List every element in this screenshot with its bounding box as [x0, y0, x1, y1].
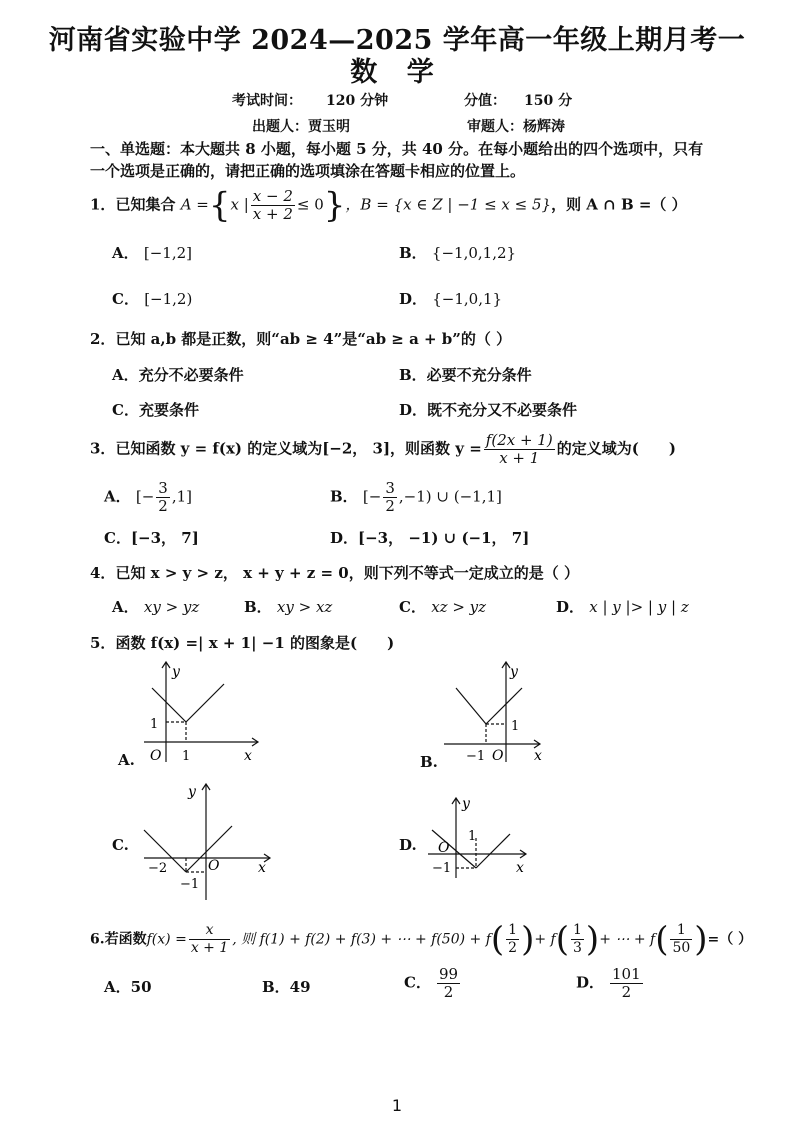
q5-option-a-graph[interactable] — [140, 658, 270, 768]
score-label: 分值： — [464, 93, 506, 109]
question-2-stem: 2．已知 a,b 都是正数，则“ab ≥ 4”是“ab ≥ a + b”的（ ） — [90, 330, 512, 348]
exam-title: 河南省实验中学 2024—2025 学年高一年级上期月考一 — [48, 25, 746, 56]
question-author: 出题人：贾玉明 — [252, 119, 350, 135]
q5-option-b-graph[interactable] — [440, 658, 552, 768]
q2-option-d[interactable]: D．既不充分又不必要条件 — [399, 401, 578, 419]
q5-option-a-label[interactable]: A. — [118, 751, 135, 769]
set-b: ，B = {x ∈ Z | −1 ≤ x ≤ 5} — [345, 195, 552, 214]
question-number: 4． — [90, 564, 116, 582]
tick-label: −2 — [148, 861, 168, 876]
q5-option-c-graph[interactable] — [140, 778, 280, 904]
q6-option-a[interactable]: A．50 — [104, 978, 152, 996]
q1-option-d[interactable]: D． {−1,0,1} — [399, 290, 503, 308]
set-a-lhs: A = — [180, 195, 209, 214]
q3-fraction: $\frac{f(2x + 1)}{x + 1}$ — [485, 431, 553, 467]
q6-option-c[interactable]: C． $\frac{99}{2}$ — [404, 965, 459, 1001]
section-heading-line2: 一个选项是正确的，请把正确的选项填涂在答题卡相应的位置上。 — [90, 162, 526, 180]
q4-option-d[interactable]: D． x | y |> | y | z — [556, 598, 689, 616]
question-reviewer: 审题人：杨辉涛 — [467, 119, 565, 135]
tick-label: 1 — [511, 719, 520, 734]
question-number: 5． — [90, 634, 116, 652]
q4-option-b[interactable]: B． xy > xz — [244, 598, 333, 616]
x-axis-label: x — [516, 860, 524, 876]
origin-label: O — [150, 748, 162, 764]
x-axis-label: x — [258, 860, 266, 876]
q5-option-d-label[interactable]: D. — [399, 836, 417, 854]
q6-option-d[interactable]: D． $\frac{101}{2}$ — [576, 965, 641, 1001]
y-axis-label: y — [462, 796, 470, 812]
score-value: 150 分 — [524, 93, 573, 109]
x-axis-label: x — [244, 748, 252, 764]
question-number: 2． — [90, 330, 116, 348]
question-3-stem: 3．已知函数 y = f(x) 的定义域为[−2， 3]，则函数 y = $\frac{f(2x + 1)}{x + 1}$ 的定义域为( ) — [90, 431, 676, 467]
q4-option-c[interactable]: C． xz > yz — [399, 598, 487, 616]
page-number: 1 — [391, 1096, 403, 1115]
q6-option-b[interactable]: B．49 — [262, 978, 311, 996]
y-axis-label: y — [188, 784, 196, 800]
tick-label: 1 — [150, 717, 159, 732]
question-5-stem: 5．函数 f(x) =| x + 1| −1 的图象是( ) — [90, 634, 395, 652]
right-brace-icon: } — [323, 185, 346, 226]
q4-option-a[interactable]: A． xy > yz — [112, 598, 200, 616]
set-a-rhs: ≤ 0 — [296, 195, 324, 214]
q5-option-c-label[interactable]: C. — [112, 836, 129, 854]
q5-option-d-graph[interactable] — [422, 792, 534, 884]
q1-option-a[interactable]: A． [−1,2] — [112, 244, 193, 262]
question-1-stem — [90, 185, 687, 226]
tick-label: −1 — [180, 877, 200, 892]
q2-option-c[interactable]: C．充要条件 — [112, 401, 199, 419]
q6-f-fraction: $\frac{x}{x + 1}$ — [190, 922, 229, 956]
exam-time-label: 考试时间： — [232, 93, 302, 109]
q5-option-b-label[interactable]: B. — [420, 753, 438, 771]
origin-label: O — [208, 858, 220, 874]
q3-option-d[interactable]: D．[−3， −1) ∪ (−1， 7] — [330, 529, 530, 547]
exam-time-value: 120 分钟 — [326, 93, 389, 109]
origin-label: O — [492, 748, 504, 764]
set-a-fraction: $\frac{x - 2}{x + 2}$ — [252, 187, 293, 223]
y-axis-label: y — [172, 664, 180, 680]
set-a-var: x | — [230, 195, 249, 214]
q1-option-b[interactable]: B． {−1,0,1,2} — [399, 244, 517, 262]
question-1-pre: 已知集合 — [115, 195, 176, 214]
section-heading-line1: 一、单选题：本大题共 8 小题，每小题 5 分，共 40 分。在每小题给出的四个选项中，只有 — [90, 140, 704, 158]
left-brace-icon: { — [208, 185, 231, 226]
origin-label: O — [438, 840, 450, 856]
q3-option-a[interactable]: A． [− $\frac{3}{2}$ ,1] — [104, 479, 193, 515]
q3-option-c[interactable]: C．[−3， 7] — [104, 529, 199, 547]
question-6-stem: 6.若函数f(x) = $\frac{x}{x + 1}$ , 则 f(1) + f(2) + f(3) + ⋯ + f(50) + f( $\frac{1}{2}$ )+ f( $\frac{1}{3}$ )+ ⋯ + f( $\frac{1}{50}$ )=（ ） — [90, 919, 753, 960]
question-1-post: ，则 A ∩ B =（ ） — [551, 195, 687, 214]
q2-option-a[interactable]: A．充分不必要条件 — [112, 366, 244, 384]
q3-option-b[interactable]: B． [− $\frac{3}{2}$ ,−1) ∪ (−1,1] — [330, 479, 502, 515]
q1-option-c[interactable]: C． [−1,2) — [112, 290, 193, 308]
question-number: 6. — [90, 931, 105, 948]
q2-option-b[interactable]: B．必要不充分条件 — [399, 366, 532, 384]
y-axis-label: y — [510, 664, 518, 680]
tick-label: 1 — [182, 749, 191, 764]
question-4-stem: 4．已知 x > y > z， x + y + z = 0，则下列不等式一定成立的是（ ） — [90, 564, 579, 582]
tick-label: 1 — [468, 829, 477, 844]
tick-label: −1 — [466, 749, 486, 764]
subject-title: 数 学 — [350, 57, 444, 88]
tick-label: −1 — [432, 861, 452, 876]
question-number: 1． — [90, 195, 116, 214]
question-number: 3． — [90, 439, 116, 458]
x-axis-label: x — [534, 748, 542, 764]
